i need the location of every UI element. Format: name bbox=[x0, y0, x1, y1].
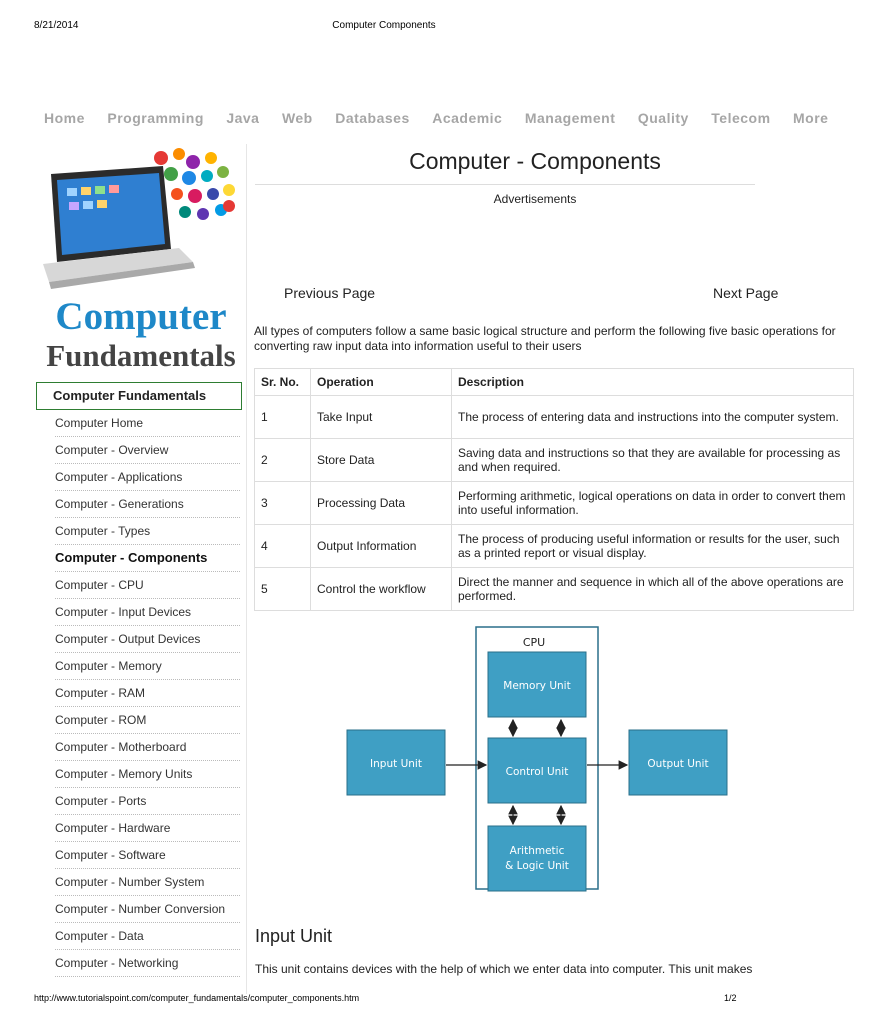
sidebar-item-applications[interactable]: Computer - Applications bbox=[55, 464, 240, 491]
sidebar-item-components[interactable]: Computer - Components bbox=[55, 545, 240, 572]
sidebar-item-generations[interactable]: Computer - Generations bbox=[55, 491, 240, 518]
computer-components-diagram bbox=[342, 624, 734, 894]
nav-management[interactable]: Management bbox=[524, 110, 616, 126]
sidebar-item-memory[interactable]: Computer - Memory bbox=[55, 653, 240, 680]
sidebar-item-cpu[interactable]: Computer - CPU bbox=[55, 572, 240, 599]
control-unit-label: Control Unit bbox=[505, 766, 569, 778]
print-footer-url: http://www.tutorialspoint.com/computer_fundamentals/computer_components.htm bbox=[34, 993, 360, 1003]
nav-home[interactable]: Home bbox=[44, 110, 85, 126]
table-row bbox=[255, 525, 854, 568]
table-row bbox=[255, 439, 854, 482]
sidebar-heading[interactable]: Computer Fundamentals bbox=[36, 382, 242, 410]
cell-operation: Store Data bbox=[311, 439, 452, 482]
cell-description: Direct the manner and sequence in which all of the above operations are performed. bbox=[452, 568, 854, 611]
column-header-operation: Operation bbox=[311, 369, 452, 396]
logo-text-computer: Computer bbox=[55, 295, 227, 338]
input-unit-paragraph: This unit contains devices with the help of which we enter data into computer. This unit makes bbox=[255, 962, 753, 976]
next-page-link[interactable]: Next Page bbox=[713, 285, 779, 301]
nav-quality[interactable]: Quality bbox=[637, 110, 689, 126]
cell-description: The process of producing useful information or results for the user, such as a printed report or visual display. bbox=[452, 525, 854, 568]
nav-databases[interactable]: Databases bbox=[335, 110, 410, 126]
sidebar-item-number-conversion[interactable]: Computer - Number Conversion bbox=[55, 896, 240, 923]
nav-more[interactable]: More bbox=[792, 110, 829, 126]
sidebar-item-rom[interactable]: Computer - ROM bbox=[55, 707, 240, 734]
sidebar bbox=[36, 382, 242, 977]
nav-java[interactable]: Java bbox=[226, 110, 260, 126]
operations-table bbox=[254, 368, 854, 611]
nav-programming[interactable]: Programming bbox=[107, 110, 204, 126]
cell-operation: Take Input bbox=[311, 396, 452, 439]
nav-web[interactable]: Web bbox=[281, 110, 313, 126]
output-unit-label: Output Unit bbox=[647, 758, 709, 770]
cell-operation: Processing Data bbox=[311, 482, 452, 525]
cell-operation: Output Information bbox=[311, 525, 452, 568]
sidebar-item-networking[interactable]: Computer - Networking bbox=[55, 950, 240, 977]
cell-description: Performing arithmetic, logical operations on data in order to convert them into useful information. bbox=[452, 482, 854, 525]
sidebar-item-software[interactable]: Computer - Software bbox=[55, 842, 240, 869]
sidebar-item-overview[interactable]: Computer - Overview bbox=[55, 437, 240, 464]
computer-fundamentals-logo[interactable] bbox=[43, 144, 240, 375]
main-content bbox=[246, 144, 846, 994]
sidebar-item-types[interactable]: Computer - Types bbox=[55, 518, 240, 545]
print-footer-page: 1/2 bbox=[724, 993, 737, 1003]
print-title: Computer Components bbox=[332, 20, 436, 31]
input-unit-heading: Input Unit bbox=[255, 926, 333, 946]
print-date: 8/21/2014 bbox=[34, 20, 79, 31]
alu-label-line1: Arithmetic bbox=[509, 845, 565, 857]
column-header-description: Description bbox=[452, 369, 854, 396]
sidebar-item-data[interactable]: Computer - Data bbox=[55, 923, 240, 950]
table-header-row bbox=[255, 369, 854, 396]
memory-unit-label: Memory Unit bbox=[503, 680, 571, 692]
sidebar-item-ports[interactable]: Computer - Ports bbox=[55, 788, 240, 815]
previous-page-link[interactable]: Previous Page bbox=[284, 285, 376, 301]
table-row bbox=[255, 482, 854, 525]
cell-description: The process of entering data and instructions into the computer system. bbox=[452, 396, 854, 439]
intro-paragraph: All types of computers follow a same basic logical structure and perform the following five basic operations for converting raw input data into information useful to their users bbox=[254, 324, 836, 353]
sidebar-item-motherboard[interactable]: Computer - Motherboard bbox=[55, 734, 240, 761]
sidebar-item-computer-home[interactable]: Computer Home bbox=[55, 410, 240, 437]
cell-operation: Control the workflow bbox=[311, 568, 452, 611]
nav-academic[interactable]: Academic bbox=[432, 110, 503, 126]
sidebar-item-hardware[interactable]: Computer - Hardware bbox=[55, 815, 240, 842]
top-navigation bbox=[34, 110, 829, 130]
alu-box bbox=[488, 826, 586, 891]
sidebar-item-input-devices[interactable]: Computer - Input Devices bbox=[55, 599, 240, 626]
alu-label-line2: & Logic Unit bbox=[505, 860, 569, 872]
title-divider bbox=[255, 184, 755, 185]
page-title: Computer - Components bbox=[409, 148, 661, 174]
laptop-apps-illustration bbox=[43, 144, 240, 375]
cell-sr-no: 3 bbox=[255, 482, 311, 525]
nav-telecom[interactable]: Telecom bbox=[711, 110, 771, 126]
logo-text-fundamentals: Fundamentals bbox=[46, 338, 236, 373]
sidebar-item-memory-units[interactable]: Computer - Memory Units bbox=[55, 761, 240, 788]
cpu-label: CPU bbox=[522, 636, 546, 649]
sidebar-item-output-devices[interactable]: Computer - Output Devices bbox=[55, 626, 240, 653]
cell-description: Saving data and instructions so that they are available for processing as and when required. bbox=[452, 439, 854, 482]
cell-sr-no: 1 bbox=[255, 396, 311, 439]
cell-sr-no: 4 bbox=[255, 525, 311, 568]
advertisements-label: Advertisements bbox=[493, 192, 577, 206]
table-row bbox=[255, 396, 854, 439]
sidebar-item-ram[interactable]: Computer - RAM bbox=[55, 680, 240, 707]
sidebar-item-number-system[interactable]: Computer - Number System bbox=[55, 869, 240, 896]
table-row bbox=[255, 568, 854, 611]
cell-sr-no: 5 bbox=[255, 568, 311, 611]
input-unit-label: Input Unit bbox=[370, 758, 422, 770]
column-header-sr-no: Sr. No. bbox=[255, 369, 311, 396]
cell-sr-no: 2 bbox=[255, 439, 311, 482]
